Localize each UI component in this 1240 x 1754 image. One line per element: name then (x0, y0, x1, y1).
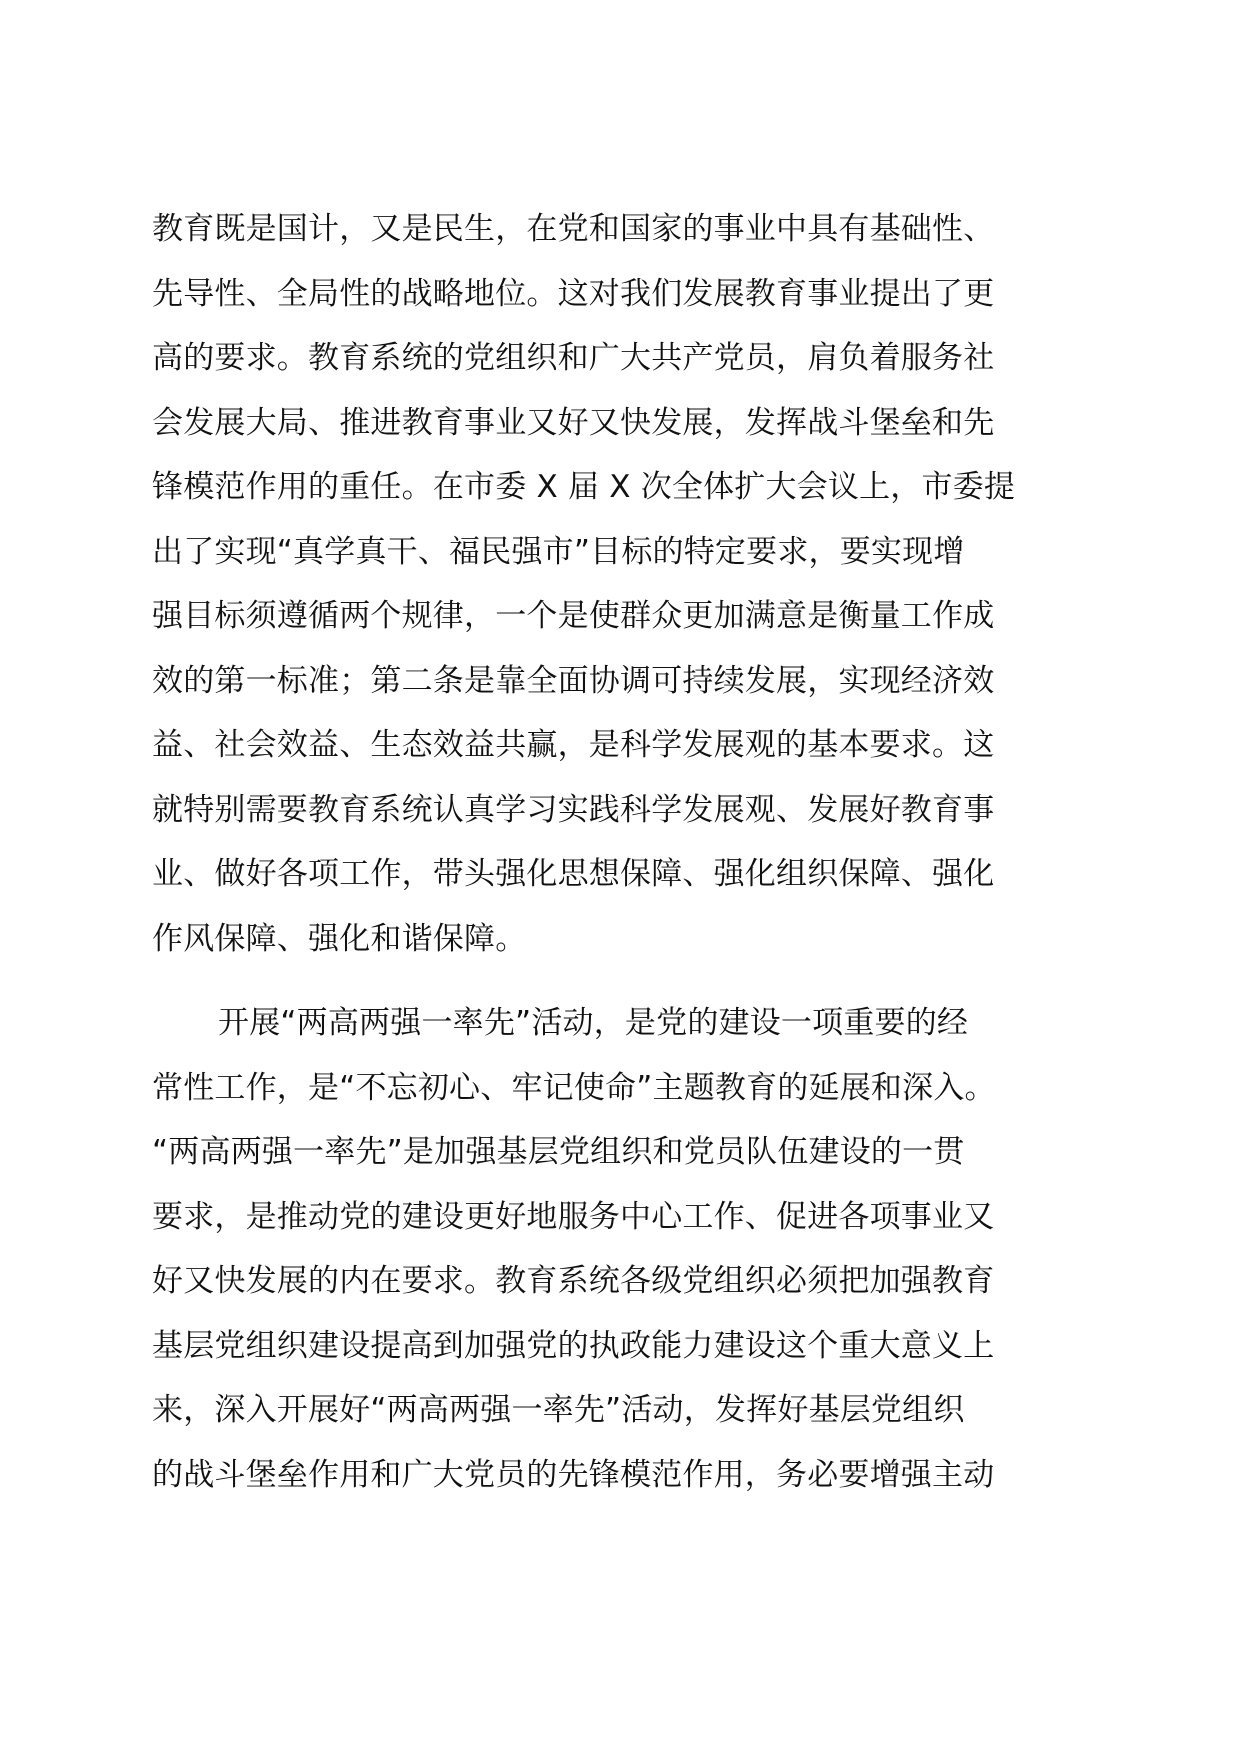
body-paragraph-2 (152, 991, 1092, 1507)
text-line: 教育既是国计，又是民生，在党和国家的事业中具有基础性、 (152, 211, 995, 247)
text-line: “两高两强一率先”是加强基层党组织和党员队伍建设的一贯 (152, 1134, 965, 1170)
text-line: 业、做好各项工作，带头强化思想保障、强化组织保障、强化 (152, 856, 995, 892)
text-line: 作风保障、强化和谐保障。 (152, 920, 527, 957)
text-line: 基层党组织建设提高到加强党的执政能力建设这个重大意义上 (152, 1327, 995, 1364)
text-line: 高的要求。教育系统的党组织和广大共产党员，肩负着服务社 (152, 340, 995, 376)
text-line: 强目标须遵循两个规律，一个是使群众更加满意是衡量工作成 (152, 598, 995, 634)
text-line: 要求，是推动党的建设更好地服务中心工作、促进各项事业又 (152, 1198, 995, 1235)
text-line: 会发展大局、推进教育事业又好又快发展，发挥战斗堡垒和先 (152, 404, 995, 441)
text-line: 的战斗堡垒作用和广大党员的先锋模范作用，务必要增强主动 (152, 1456, 995, 1493)
text-line: 来，深入开展好“两高两强一率先”活动，发挥好基层党组织 (152, 1392, 965, 1428)
text-line: 开展“两高两强一率先”活动，是党的建设一项重要的经 (218, 1005, 969, 1041)
text-line: 益、社会效益、生态效益共赢，是科学发展观的基本要求。这 (152, 727, 995, 763)
text-line: 效的第一标准；第二条是靠全面协调可持续发展，实现经济效 (152, 662, 995, 699)
text-line: 就特别需要教育系统认真学习实践科学发展观、发展好教育事 (152, 791, 995, 828)
text-line: 出了实现“真学真干、福民强市”目标的特定要求，要实现增 (152, 533, 965, 570)
text-line: 先导性、全局性的战略地位。这对我们发展教育事业提出了更 (152, 275, 995, 312)
text-line: 好又快发展的内在要求。教育系统各级党组织必须把加强教育 (152, 1263, 995, 1299)
text-line: 锋模范作用的重任。在市委 X 届 X 次全体扩大会议上，市委提 (152, 469, 1016, 505)
body-paragraph-1 (152, 197, 1092, 971)
text-line: 常性工作，是“不忘初心、牢记使命”主题教育的延展和深入。 (152, 1069, 996, 1106)
